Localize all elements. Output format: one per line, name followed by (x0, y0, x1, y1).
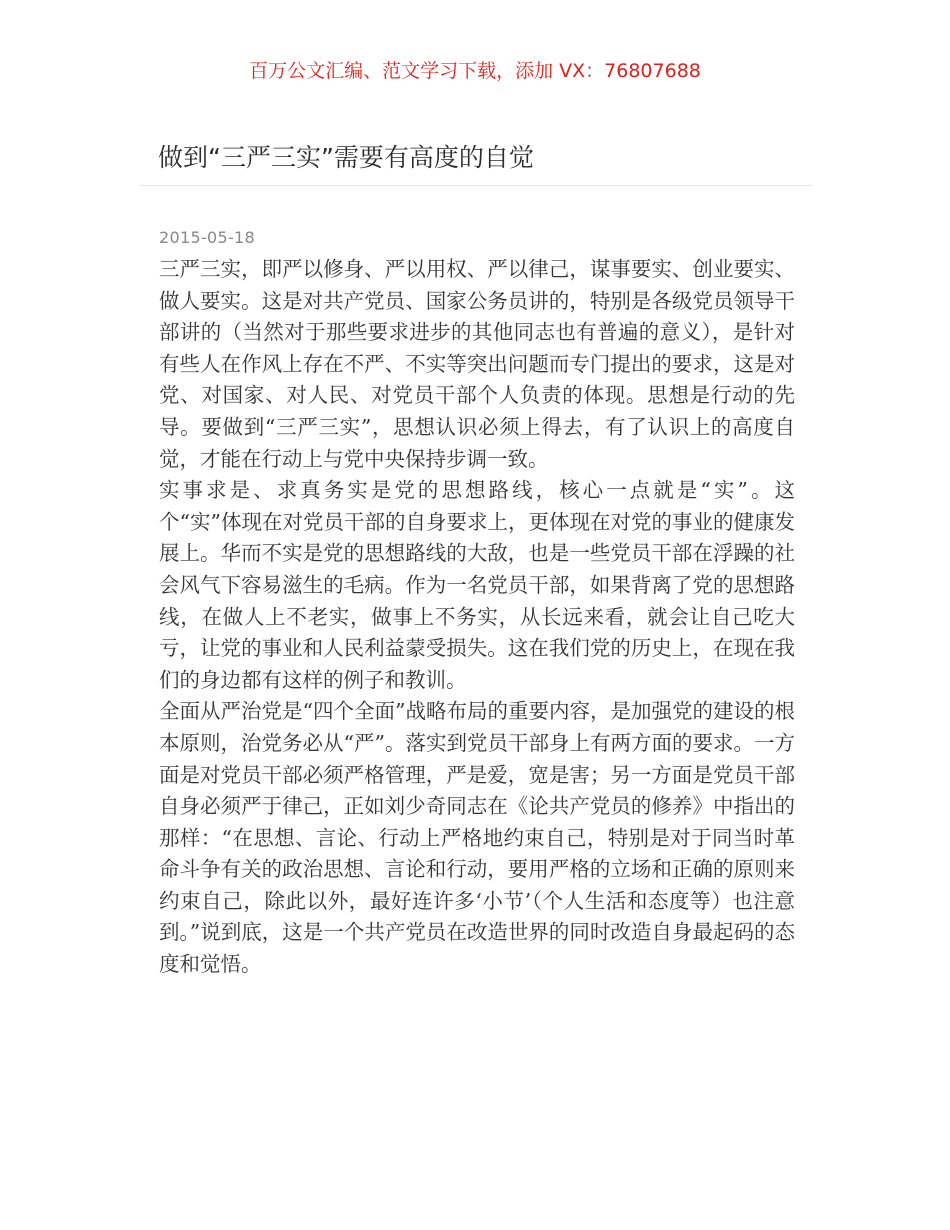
article-paragraph-3: 全面从严治党是“四个全面”战略布局的重要内容，是加强党的建设的根本原则，治党务必从“严”。落实到党员干部身上有两方面的要求。一方面是对党员干部必须严格管理，严是爱，宽是害；另一方面是党员干部自身必须严于律己，正如刘少奇同志在《论共产党员的修养》中指出的那样：“在思想、言论、行动上严格地约束自己，特别是对于同当时革命斗争有关的政治思想、言论和行动，要用严格的立场和正确的原则来约束自己，除此以外，最好连许多‘小节’（个人生活和态度等）也注意到。”说到底，这是一个共产党员在改造世界的同时改造自身最起码的态度和觉悟。 (159, 699, 795, 977)
article-paragraph-1: 三严三实，即严以修身、严以用权、严以律己，谋事要实、创业要实、做人要实。这是对共产党员、国家公务员讲的，特别是各级党员领导干部讲的（当然对于那些要求进步的其他同志也有普遍的意义），是针对有些人在作风上存在不严、不实等突出问题而专门提出的要求，这是对党、对国家、对人民、对党员干部个人负责的体现。思想是行动的先导。要做到“三严三实”，思想认识必须上得去，有了认识上的高度自觉，才能在行动上与党中央保持步调一致。 (159, 257, 795, 471)
article-body (159, 254, 795, 981)
publish-date: 2015-05-18 (159, 228, 255, 247)
article-paragraph-2: 实事求是、求真务实是党的思想路线，核心一点就是“实”。这个“实”体现在对党员干部的自身要求上，更体现在对党的事业的健康发展上。华而不实是党的思想路线的大敌，也是一些党员干部在浮躁的社会风气下容易滋生的毛病。作为一名党员干部，如果背离了党的思想路线，在做人上不老实，做事上不务实，从长远来看，就会让自己吃大亏，让党的事业和人民利益蒙受损失。这在我们党的历史上，在现在我们的身边都有这样的例子和教训。 (159, 478, 795, 692)
article-title: 做到“三严三实”需要有高度的自觉 (158, 143, 534, 172)
promo-banner: 百万公文汇编、范文学习下载，添加 VX：76807688 (249, 60, 701, 82)
title-divider (140, 185, 812, 186)
